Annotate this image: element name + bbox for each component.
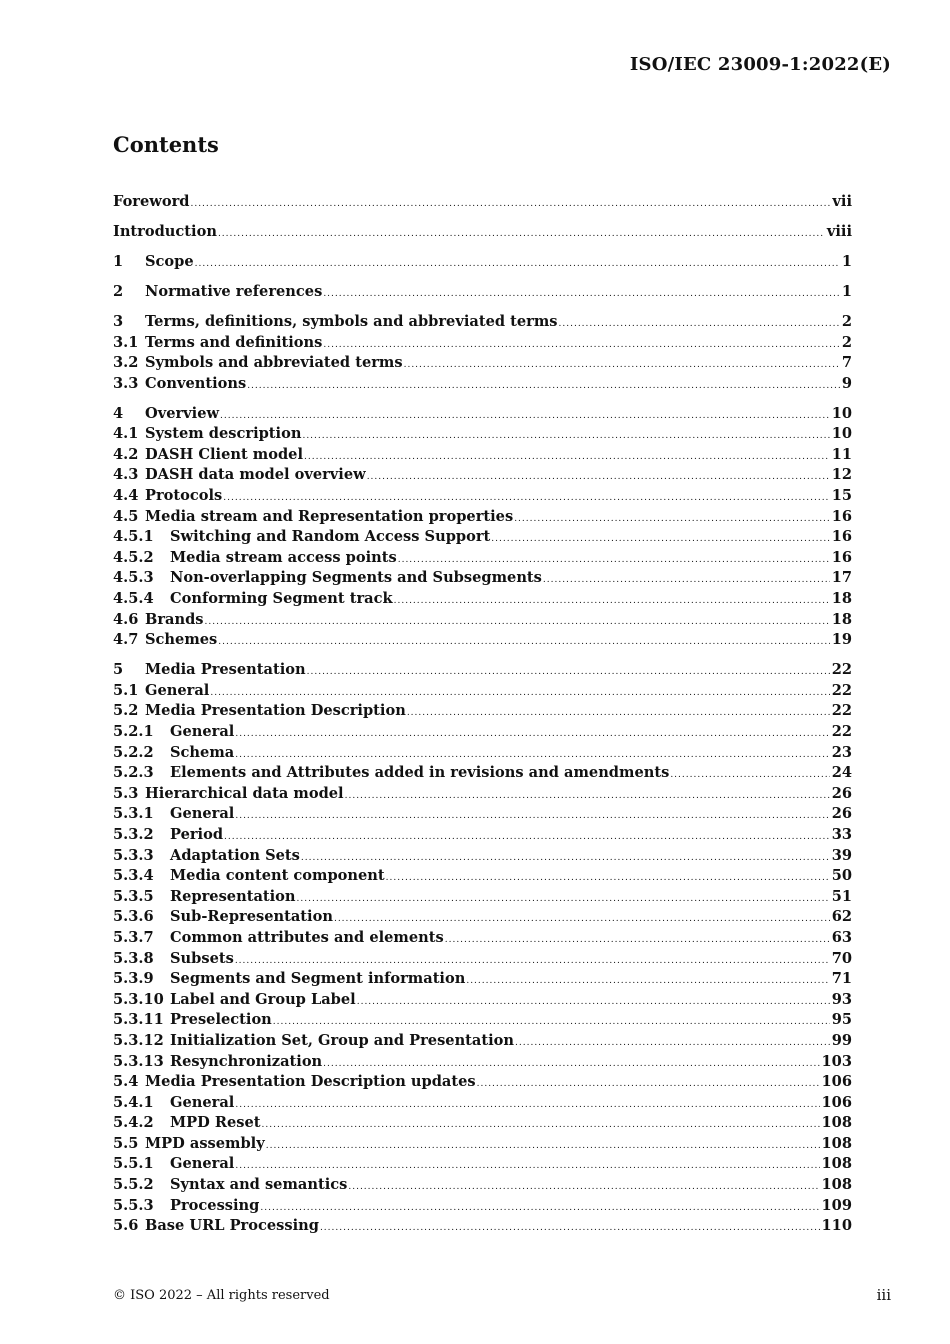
toc-entry-page[interactable]: 70 — [831, 949, 852, 967]
dot-leader — [260, 1198, 819, 1219]
toc-entry-number: 5.3.3 — [113, 846, 154, 864]
toc-entry-number: 4.5.1 — [113, 528, 154, 546]
toc-entry[interactable] — [113, 1175, 852, 1196]
toc-entry-page[interactable]: 108 — [821, 1176, 852, 1194]
toc-entry[interactable] — [113, 222, 852, 243]
toc-entry-number: 5.6 — [113, 1217, 139, 1235]
dot-leader — [407, 703, 830, 724]
toc-entry[interactable] — [113, 722, 852, 743]
toc-entry[interactable] — [113, 1196, 852, 1217]
dot-leader — [466, 971, 829, 992]
toc-entry-page[interactable]: 99 — [831, 1031, 852, 1049]
toc-entry-title[interactable]: General — [170, 805, 235, 823]
toc-entry-title[interactable]: Media Presentation — [145, 661, 306, 679]
toc-entry-page[interactable]: 50 — [831, 867, 852, 885]
toc-entry-number: 5.2.1 — [113, 723, 154, 740]
toc-entry-page[interactable]: vii — [832, 193, 852, 210]
toc-entry-page[interactable]: 26 — [831, 805, 852, 823]
toc-entry-title[interactable]: Terms and definitions — [145, 333, 323, 351]
toc-entry-title[interactable]: Media stream access points — [170, 548, 397, 566]
toc-entry-number: 3.3 — [113, 374, 139, 392]
toc-entry-number: 5.3.8 — [113, 949, 154, 967]
toc-entry-number: 5.4.2 — [113, 1114, 154, 1132]
toc-entry-title[interactable]: DASH data model overview — [145, 466, 366, 484]
dot-leader — [301, 848, 830, 869]
toc-entry-number: 4 — [113, 404, 124, 422]
toc-entry[interactable] — [113, 445, 852, 466]
toc-entry-title[interactable]: Resynchronization — [170, 1052, 323, 1070]
toc-entry-page[interactable]: 2 — [841, 333, 852, 351]
toc-entry-title[interactable]: Switching and Random Access Support — [170, 528, 491, 546]
dot-leader — [323, 1054, 819, 1075]
dot-leader — [262, 1115, 820, 1136]
toc-entry[interactable] — [113, 990, 852, 1011]
toc-entry-title[interactable]: Protocols — [145, 487, 223, 505]
toc-entry-number: 5.3.6 — [113, 908, 154, 926]
toc-entry-page[interactable]: 71 — [831, 970, 852, 988]
toc-entry-number: 5.4.1 — [113, 1093, 154, 1111]
toc-entry-number: 3 — [113, 312, 124, 330]
toc-entry-title[interactable]: Label and Group Label — [170, 990, 356, 1008]
toc-entry-page[interactable]: 16 — [831, 528, 852, 546]
toc-entry-number: 5.3.4 — [113, 867, 154, 885]
dot-leader — [195, 254, 840, 275]
dot-leader — [190, 194, 830, 215]
toc-entry-number: 4.5.2 — [113, 548, 154, 566]
toc-entry[interactable] — [113, 1052, 852, 1073]
toc-entry[interactable] — [113, 763, 852, 784]
toc-entry-title[interactable]: General — [145, 681, 210, 699]
toc-entry-number: 5 — [113, 661, 124, 679]
toc-entry[interactable] — [113, 1216, 852, 1237]
toc-entry-page[interactable]: 24 — [831, 764, 852, 782]
dot-leader — [320, 1218, 820, 1239]
dot-leader — [345, 786, 830, 807]
dot-leader — [404, 355, 840, 376]
toc-entry-title[interactable]: Non-overlapping Segments and Subsegments — [170, 569, 542, 587]
toc-entry-number: 4.5 — [113, 507, 139, 525]
toc-entry[interactable] — [113, 825, 852, 846]
toc-entry-page[interactable]: 103 — [821, 1052, 852, 1070]
toc-entry-number: 5.3.7 — [113, 928, 154, 946]
toc-entry-title[interactable]: Base URL Processing — [145, 1217, 319, 1235]
toc-entry-page[interactable]: 22 — [831, 661, 852, 679]
toc-entry-page[interactable]: 51 — [831, 887, 852, 905]
toc-entry[interactable] — [113, 866, 852, 887]
dot-leader — [323, 284, 840, 305]
toc-entry-number: 5.5.2 — [113, 1176, 154, 1194]
toc-entry-title[interactable]: General — [170, 723, 235, 740]
toc-entry-title[interactable]: Sub-Representation — [170, 908, 333, 926]
toc-entry-number: 5.5.1 — [113, 1155, 154, 1173]
toc-entry-title[interactable]: Scope — [145, 252, 194, 270]
toc-entry-page[interactable]: 7 — [841, 354, 852, 372]
dot-leader — [235, 745, 829, 766]
toc-entry-page[interactable]: 15 — [831, 487, 852, 505]
dot-leader — [224, 827, 830, 848]
toc-entry-page[interactable]: 39 — [831, 846, 852, 864]
dot-leader — [223, 488, 829, 509]
toc-entry-number: 5.3.9 — [113, 970, 154, 988]
toc-entry[interactable] — [113, 353, 852, 374]
toc-entry[interactable] — [113, 949, 852, 970]
toc-entry-title[interactable]: Overview — [145, 404, 220, 422]
dot-leader — [304, 447, 830, 468]
toc-entry[interactable] — [113, 1134, 852, 1155]
toc-entry-title[interactable]: Common attributes and elements — [170, 928, 444, 946]
toc-entry-title[interactable]: General — [170, 1155, 235, 1173]
toc-entry-number: 5.3.2 — [113, 825, 154, 843]
toc-entry-title[interactable]: Preselection — [170, 1011, 272, 1029]
toc-entry-number: 4.3 — [113, 466, 139, 484]
dot-leader — [477, 1074, 820, 1095]
toc-entry[interactable] — [113, 527, 852, 548]
dot-leader — [302, 426, 829, 447]
toc-entry-page[interactable]: 93 — [831, 990, 852, 1008]
toc-entry-number: 4.5.3 — [113, 569, 154, 587]
toc-entry-page[interactable]: 22 — [831, 723, 852, 740]
toc-entry-title[interactable]: Terms, definitions, symbols and abbreviated terms — [145, 312, 558, 330]
toc-entry-number: 3.1 — [113, 333, 139, 351]
toc-entry-number: 4.2 — [113, 445, 139, 463]
toc-entry[interactable] — [113, 404, 852, 425]
dot-leader — [235, 1156, 819, 1177]
toc-entry-title[interactable]: Introduction — [113, 222, 217, 240]
toc-entry-number: 5.1 — [113, 681, 139, 699]
dot-leader — [235, 806, 829, 827]
toc-entry-number: 3.2 — [113, 354, 139, 372]
toc-entry[interactable] — [113, 548, 852, 569]
toc-entry[interactable] — [113, 1093, 852, 1114]
toc-entry[interactable] — [113, 282, 852, 303]
toc-entry-page[interactable]: 109 — [821, 1196, 852, 1214]
toc-entry[interactable] — [113, 1113, 852, 1134]
toc-entry-title[interactable]: Symbols and abbreviated terms — [145, 354, 403, 372]
toc-entry-page[interactable]: 95 — [831, 1011, 852, 1029]
toc-entry-title[interactable]: MPD assembly — [145, 1134, 265, 1152]
toc-entry-number: 5.4 — [113, 1073, 139, 1091]
toc-entry[interactable] — [113, 630, 852, 651]
toc-entry-number: 5.2 — [113, 702, 139, 720]
toc-entry-page[interactable]: 9 — [841, 374, 852, 392]
toc-entry-title[interactable]: Segments and Segment information — [170, 970, 466, 988]
dot-leader — [218, 632, 829, 653]
dot-leader — [559, 314, 840, 335]
toc-entry-title[interactable]: Normative references — [145, 282, 323, 300]
dot-leader — [273, 1012, 830, 1033]
toc-entry-page[interactable]: 22 — [831, 702, 852, 720]
dot-leader — [247, 376, 840, 397]
toc-entry-page[interactable]: 18 — [831, 610, 852, 628]
dot-leader — [218, 224, 825, 245]
toc-entry-title[interactable]: Adaptation Sets — [170, 846, 300, 864]
toc-entry[interactable] — [113, 743, 852, 764]
dot-leader — [210, 683, 829, 704]
toc-entry[interactable] — [113, 192, 852, 213]
toc-entry-page[interactable]: 22 — [831, 681, 852, 699]
toc-entry-page[interactable]: 12 — [831, 466, 852, 484]
dot-leader — [394, 591, 830, 612]
toc-entry-title[interactable]: Hierarchical data model — [145, 784, 344, 802]
toc-entry-number: 5.2.3 — [113, 764, 154, 782]
toc-entry-number: 5.2.2 — [113, 743, 154, 761]
toc-entry[interactable] — [113, 252, 852, 273]
toc-entry-number: 2 — [113, 282, 124, 300]
table-of-contents — [113, 192, 852, 1237]
toc-entry[interactable] — [113, 701, 852, 722]
toc-entry-title[interactable]: Media Presentation Description updates — [145, 1073, 476, 1091]
page-title: Contents — [113, 132, 219, 157]
toc-entry[interactable] — [113, 1010, 852, 1031]
toc-entry-title[interactable]: System description — [145, 425, 302, 443]
toc-entry-number: 5.3 — [113, 784, 139, 802]
dot-leader — [348, 1177, 819, 1198]
toc-entry[interactable] — [113, 1031, 852, 1052]
toc-entry[interactable] — [113, 374, 852, 395]
toc-entry[interactable] — [113, 1154, 852, 1175]
toc-entry[interactable] — [113, 907, 852, 928]
toc-entry-page[interactable]: 110 — [821, 1217, 852, 1235]
toc-entry-title[interactable]: Period — [170, 825, 224, 843]
toc-entry-title[interactable]: Syntax and semantics — [170, 1176, 348, 1194]
toc-entry-number: 5.5.3 — [113, 1196, 154, 1214]
toc-entry[interactable] — [113, 928, 852, 949]
dot-leader — [367, 467, 830, 488]
toc-entry-page[interactable]: 1 — [841, 252, 852, 270]
toc-entry-page[interactable]: 18 — [831, 590, 852, 608]
toc-entry[interactable] — [113, 1072, 852, 1093]
toc-entry[interactable] — [113, 589, 852, 610]
toc-entry[interactable] — [113, 507, 852, 528]
toc-entry-title[interactable]: Conventions — [145, 374, 247, 392]
toc-entry-title[interactable]: Representation — [170, 887, 296, 905]
toc-entry-page[interactable]: 16 — [831, 548, 852, 566]
toc-entry-title[interactable]: Foreword — [113, 193, 190, 210]
toc-entry-title[interactable]: Initialization Set, Group and Presentation — [170, 1031, 515, 1049]
copyright-footer: © ISO 2022 – All rights reserved — [113, 1288, 330, 1303]
dot-leader — [266, 1136, 820, 1157]
toc-entry-title[interactable]: Elements and Attributes added in revisions and amendments — [170, 764, 670, 782]
toc-entry-number: 4.5.4 — [113, 590, 154, 608]
dot-leader — [357, 992, 830, 1013]
toc-entry[interactable] — [113, 887, 852, 908]
dot-leader — [514, 509, 830, 530]
page-number: iii — [876, 1286, 891, 1304]
dot-leader — [543, 570, 830, 591]
dot-leader — [205, 612, 830, 633]
toc-entry[interactable] — [113, 333, 852, 354]
toc-entry-page[interactable]: 26 — [831, 784, 852, 802]
dot-leader — [386, 868, 830, 889]
toc-entry-title[interactable]: Brands — [145, 610, 204, 628]
toc-entry-title[interactable]: Processing — [170, 1196, 260, 1214]
toc-entry[interactable] — [113, 424, 852, 445]
toc-entry[interactable] — [113, 804, 852, 825]
toc-entry-number: 4.7 — [113, 631, 139, 649]
toc-entry-number: 1 — [113, 252, 124, 270]
toc-entry-number: 4.6 — [113, 610, 139, 628]
toc-entry-number: 5.3.1 — [113, 805, 154, 823]
toc-entry[interactable] — [113, 784, 852, 805]
toc-entry[interactable] — [113, 312, 852, 333]
toc-entry-title[interactable]: Schema — [170, 743, 235, 761]
toc-entry-number: 5.3.11 — [113, 1011, 164, 1029]
dot-leader — [334, 909, 830, 930]
dot-leader — [297, 889, 830, 910]
toc-entry-title[interactable]: Conforming Segment track — [170, 590, 393, 608]
toc-entry[interactable] — [113, 486, 852, 507]
toc-entry-page[interactable]: 108 — [821, 1114, 852, 1132]
toc-entry-number: 5.5 — [113, 1134, 139, 1152]
toc-entry[interactable] — [113, 969, 852, 990]
toc-entry-page[interactable]: 2 — [841, 312, 852, 330]
toc-entry[interactable] — [113, 681, 852, 702]
toc-entry-number: 4.1 — [113, 425, 139, 443]
toc-entry-title[interactable]: Subsets — [170, 949, 234, 967]
toc-entry-page[interactable]: 17 — [831, 569, 852, 587]
dot-leader — [307, 662, 830, 683]
toc-entry[interactable] — [113, 465, 852, 486]
toc-entry-page[interactable]: 106 — [821, 1073, 852, 1091]
toc-entry-page[interactable]: 106 — [821, 1093, 852, 1111]
toc-entry-title[interactable]: DASH Client model — [145, 445, 304, 463]
toc-entry-title[interactable]: General — [170, 1093, 235, 1111]
toc-entry-page[interactable]: 10 — [831, 425, 852, 443]
toc-entry-page[interactable]: 19 — [831, 631, 852, 649]
toc-entry-title[interactable]: Schemes — [145, 631, 218, 649]
dot-leader — [235, 1095, 819, 1116]
toc-entry-page[interactable]: 108 — [821, 1134, 852, 1152]
dot-leader — [445, 930, 830, 951]
toc-entry-page[interactable]: viii — [826, 222, 852, 240]
toc-entry-number: 5.3.5 — [113, 887, 154, 905]
toc-entry-page[interactable]: 62 — [831, 908, 852, 926]
toc-entry-page[interactable]: 23 — [831, 743, 852, 761]
toc-entry-number: 5.3.13 — [113, 1052, 164, 1070]
toc-entry[interactable] — [113, 660, 852, 681]
toc-entry-number: 5.3.10 — [113, 990, 164, 1008]
toc-entry-page[interactable]: 16 — [831, 507, 852, 525]
dot-leader — [398, 550, 830, 571]
toc-entry-title[interactable]: MPD Reset — [170, 1114, 261, 1132]
dot-leader — [220, 406, 830, 427]
dot-leader — [515, 1033, 830, 1054]
toc-entry[interactable] — [113, 610, 852, 631]
toc-entry[interactable] — [113, 846, 852, 867]
dot-leader — [491, 529, 829, 550]
toc-entry-page[interactable]: 10 — [831, 404, 852, 422]
dot-leader — [670, 765, 829, 786]
toc-entry-number: 4.4 — [113, 487, 139, 505]
toc-entry-number: 5.3.12 — [113, 1031, 164, 1049]
dot-leader — [323, 335, 839, 356]
toc-entry-page[interactable]: 11 — [831, 445, 852, 463]
toc-entry-page[interactable]: 108 — [821, 1155, 852, 1173]
dot-leader — [235, 724, 829, 745]
toc-entry-title[interactable]: Media stream and Representation properties — [145, 507, 514, 525]
document-id-header: ISO/IEC 23009-1:2022(E) — [629, 54, 891, 75]
toc-entry-title[interactable]: Media Presentation Description — [145, 702, 406, 720]
dot-leader — [235, 951, 830, 972]
toc-entry-page[interactable]: 1 — [841, 282, 852, 300]
toc-entry-page[interactable]: 63 — [831, 928, 852, 946]
toc-entry-title[interactable]: Media content component — [170, 867, 385, 885]
toc-entry-page[interactable]: 33 — [831, 825, 852, 843]
toc-entry[interactable] — [113, 568, 852, 589]
